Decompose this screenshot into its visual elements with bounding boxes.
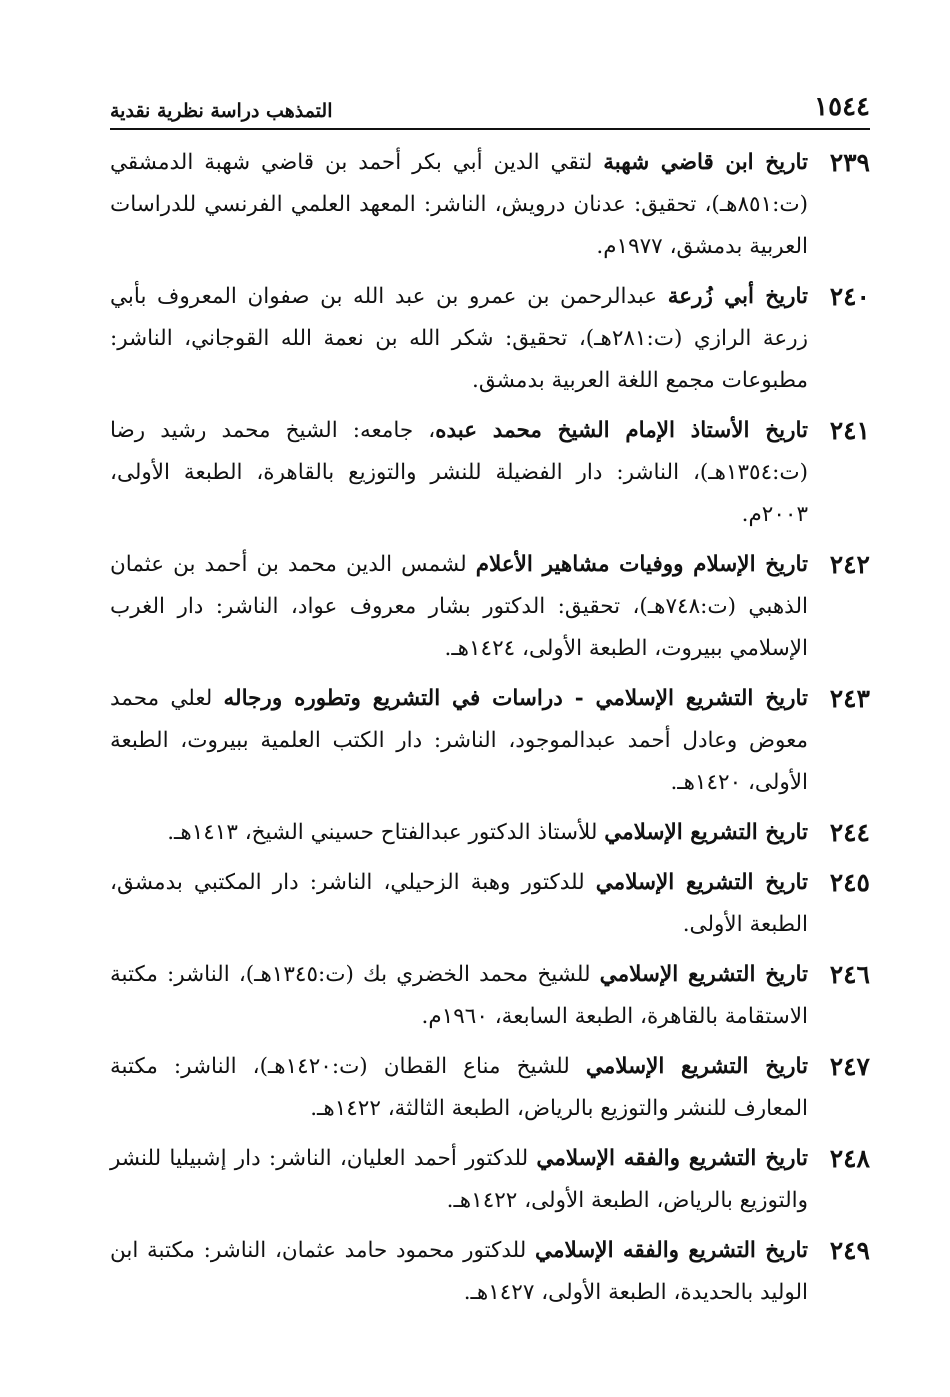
entry-number: ٢٤٧ (829, 1052, 870, 1081)
entry-title: تاريخ الإسلام ووفيات مشاهير الأعلام (475, 552, 808, 577)
entry-number: ٢٣٩ (829, 148, 870, 177)
entry-number: ٢٤٢ (829, 550, 870, 579)
bibliography-entry (110, 678, 870, 804)
entry-number: ٢٤٩ (829, 1236, 870, 1265)
entry-text (110, 1138, 808, 1222)
entry-details: للشيخ محمد الخضري بك (ت:١٣٤٥هـ)، الناشر: مكتبة الاستقامة بالقاهرة، الطبعة السابعة، ١٩٦٠م. (110, 962, 808, 1029)
entry-number: ٢٤٨ (829, 1144, 870, 1173)
entry-title: تاريخ التشريع الإسلامي (599, 962, 808, 987)
entry-text (110, 1230, 808, 1314)
entry-number: ٢٤٤ (829, 818, 870, 847)
entry-text (110, 142, 808, 268)
entry-title: تاريخ التشريع والفقه الإسلامي (536, 1146, 809, 1171)
entry-details: للأستاذ الدكتور عبدالفتاح حسيني الشيخ، ١٤١٣هـ. (167, 820, 605, 845)
entry-title: تاريخ التشريع الإسلامي - دراسات في التشريع وتطوره ورجاله (223, 686, 809, 711)
entry-number: ٢٤٥ (829, 868, 870, 897)
entry-text (110, 410, 808, 536)
entry-text (110, 812, 808, 854)
entry-details: ، جامعه: الشيخ محمد رشيد رضا (ت:١٣٥٤هـ)، الناشر: دار الفضيلة للنشر والتوزيع بالقاهرة، الطبعة الأولى، ٢٠٠٣م. (110, 418, 808, 527)
bibliography-entry (110, 812, 870, 854)
bibliography-entry (110, 276, 870, 402)
running-title: التمذهب دراسة نظرية نقدية (110, 100, 333, 122)
bibliography-entry (110, 410, 870, 536)
entry-number: ٢٤٣ (829, 684, 870, 713)
entry-title: تاريخ التشريع الإسلامي (604, 820, 808, 845)
entry-details: لتقي الدين أبي بكر أحمد بن قاضي شهبة الدمشقي (ت:٨٥١هـ)، تحقيق: عدنان درويش، الناشر: المعهد العلمي الفرنسي للدراسات العربية بدمشق، ١٩٧٧م. (110, 150, 808, 259)
entry-title: تاريخ ابن قاضي شهبة (603, 150, 808, 175)
entry-details: لشمس الدين محمد بن أحمد بن عثمان الذهبي (ت:٧٤٨هـ)، تحقيق: الدكتور بشار معروف عواد، الناشر: دار الغرب الإسلامي ببيروت، الطبعة الأولى، ١٤٢٤هـ. (110, 552, 808, 661)
entry-title: تاريخ التشريع والفقه الإسلامي (535, 1238, 808, 1263)
entry-details: للدكتور أحمد العليان، الناشر: دار إشبيليا للنشر والتوزيع بالرياض، الطبعة الأولى، ١٤٢٢هـ. (110, 1146, 808, 1213)
entry-details: لعلي محمد معوض وعادل أحمد عبدالموجود، الناشر: دار الكتب العلمية ببيروت، الطبعة الأولى، ١٤٢٠هـ. (110, 686, 808, 795)
entry-number: ٢٤٠ (829, 282, 870, 311)
entry-details: عبدالرحمن بن عمرو بن عبد الله بن صفوان المعروف بأبي زرعة الرازي (ت:٢٨١هـ)، تحقيق: شكر الله بن نعمة الله القوجاني، الناشر: مطبوعات مجمع اللغة العربية بدمشق. (110, 284, 809, 393)
entry-title: تاريخ أبي زُرعة (667, 284, 809, 309)
page-number: ١٥٤٤ (814, 92, 870, 122)
entry-text (110, 954, 808, 1038)
bibliography-entry (110, 1230, 870, 1314)
entry-text (110, 678, 808, 804)
bibliography-entry (110, 142, 870, 268)
bibliography-entry (110, 1046, 870, 1130)
entry-title: تاريخ التشريع الإسلامي (585, 1054, 808, 1079)
bibliography-entry (110, 544, 870, 670)
entry-text (110, 544, 808, 670)
entry-text (110, 1046, 808, 1130)
running-header (110, 88, 870, 130)
entry-number: ٢٤١ (829, 416, 870, 445)
entry-text (110, 276, 808, 402)
bibliography-list (110, 142, 870, 1314)
bibliography-entry (110, 954, 870, 1038)
entry-title: تاريخ الأستاذ الإمام الشيخ محمد عبده (435, 418, 809, 443)
entry-text (110, 862, 808, 946)
entry-number: ٢٤٦ (829, 960, 870, 989)
bibliography-entry (110, 862, 870, 946)
entry-details: للدكتور محمود حامد عثمان، الناشر: مكتبة ابن الوليد بالحديدة، الطبعة الأولى، ١٤٢٧هـ. (110, 1238, 808, 1305)
entry-details: للشيخ مناع القطان (ت:١٤٢٠هـ)، الناشر: مكتبة المعارف للنشر والتوزيع بالرياض، الطبعة الثالثة، ١٤٢٢هـ. (110, 1054, 808, 1121)
entry-details: للدكتور وهبة الزحيلي، الناشر: دار المكتبي بدمشق، الطبعة الأولى. (110, 870, 808, 937)
bibliography-entry (110, 1138, 870, 1222)
entry-title: تاريخ التشريع الإسلامي (595, 870, 808, 895)
book-page (110, 88, 870, 1322)
